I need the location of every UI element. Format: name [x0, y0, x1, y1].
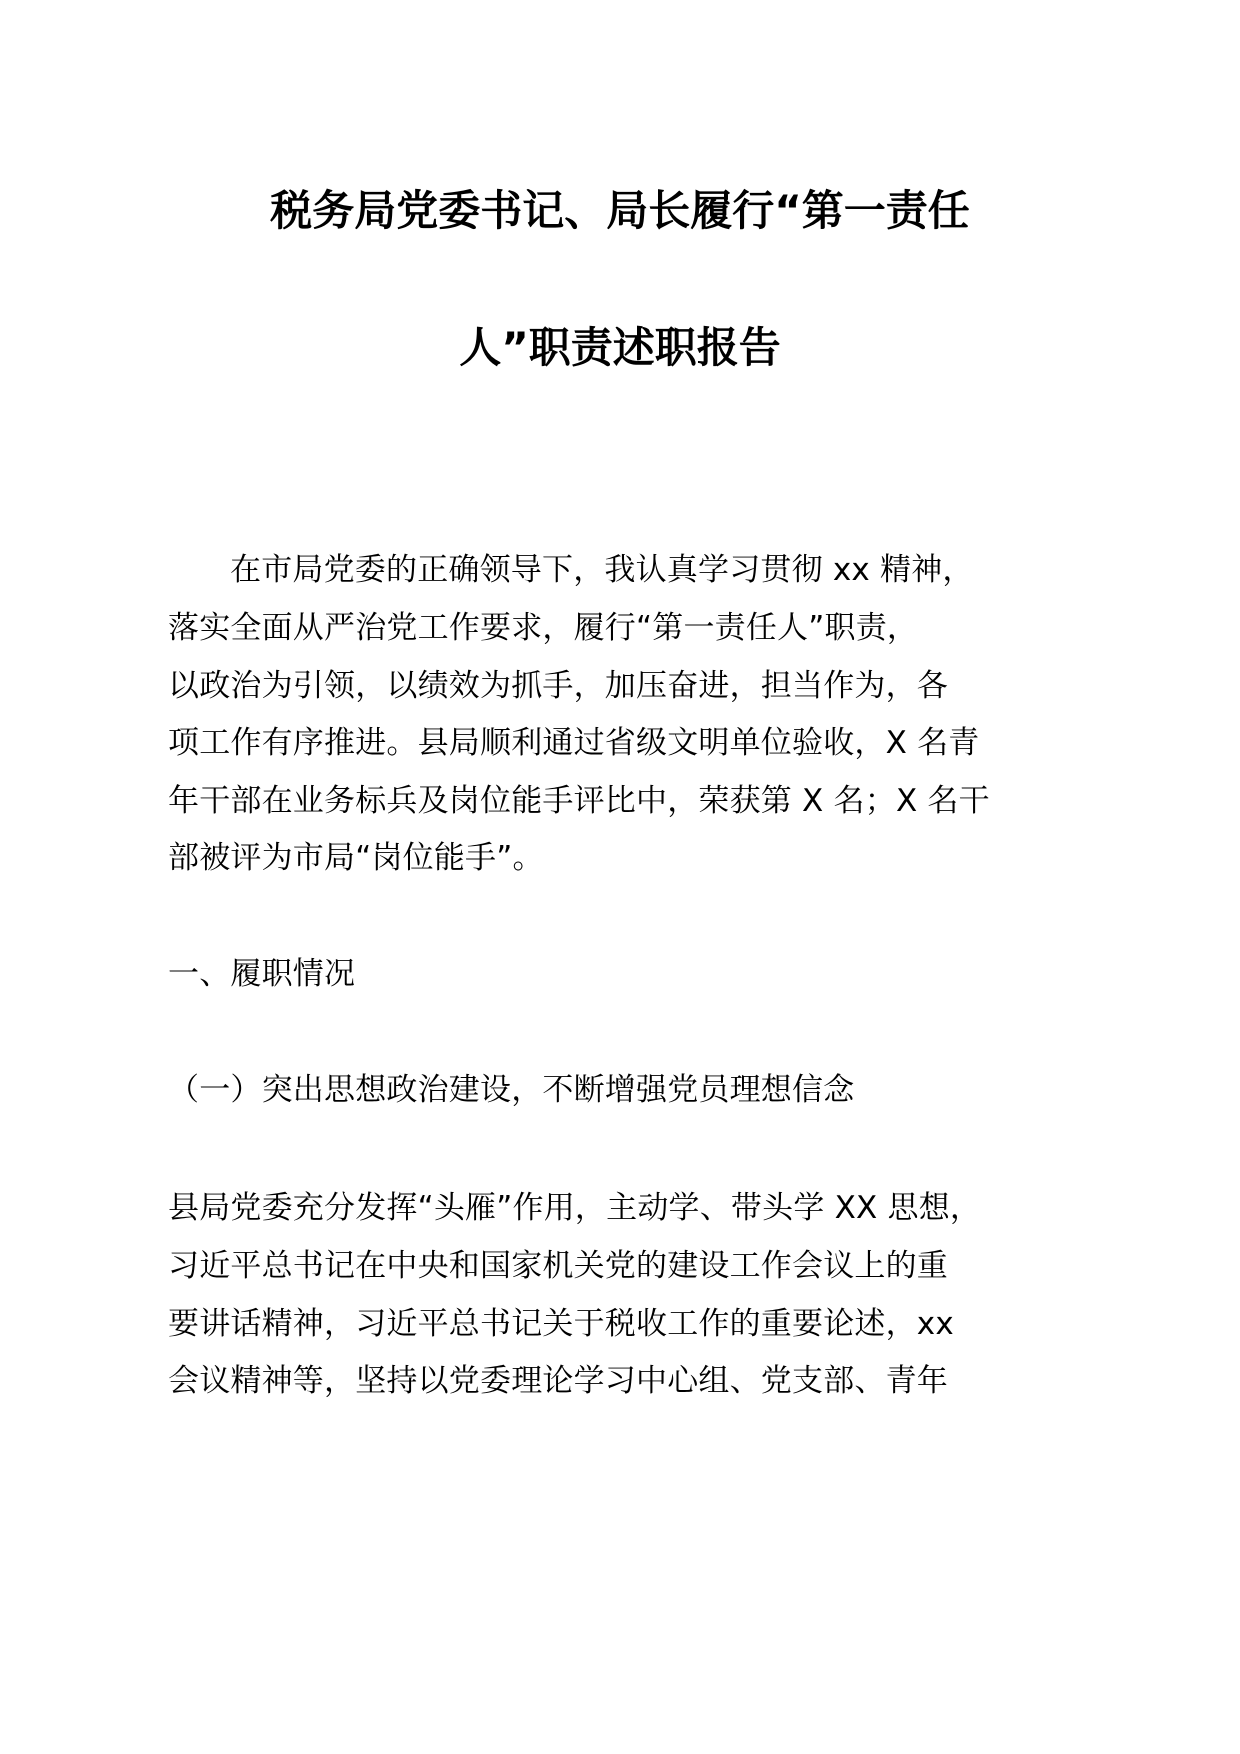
title-line-2: 人”职责述职报告	[459, 323, 781, 372]
paragraph-line: 习近平总书记在中央和国家机关党的建设工作会议上的重	[168, 1248, 948, 1284]
subsection-heading: （一）突出思想政治建设，不断增强党员理想信念	[168, 1072, 855, 1108]
paragraph-line: 县局党委充分发挥“头雁”作用，主动学、带头学 XX 思想，	[168, 1190, 982, 1226]
title-line-1: 税务局党委书记、局长履行“第一责任	[270, 186, 970, 235]
paragraph-line: 会议精神等，坚持以党委理论学习中心组、党支部、青年	[168, 1363, 948, 1399]
paragraph-line: 以政治为引领，以绩效为抓手，加压奋进，担当作为，各	[168, 668, 948, 704]
paragraph-line: 项工作有序推进。县局顺利通过省级文明单位验收，X 名青	[168, 725, 980, 761]
paragraph-line: 年干部在业务标兵及岗位能手评比中，荣获第 X 名；X 名干	[168, 783, 990, 819]
paragraph-line: 部被评为市局“岗位能手”。	[168, 840, 544, 876]
paragraph-line: 在市局党委的正确领导下，我认真学习贯彻 xx 精神，	[230, 552, 974, 588]
paragraph-line: 落实全面从严治党工作要求，履行“第一责任人”职责，	[168, 610, 919, 646]
section-heading: 一、履职情况	[168, 956, 356, 992]
paragraph-line: 要讲话精神，习近平总书记关于税收工作的重要论述，xx	[168, 1306, 954, 1342]
